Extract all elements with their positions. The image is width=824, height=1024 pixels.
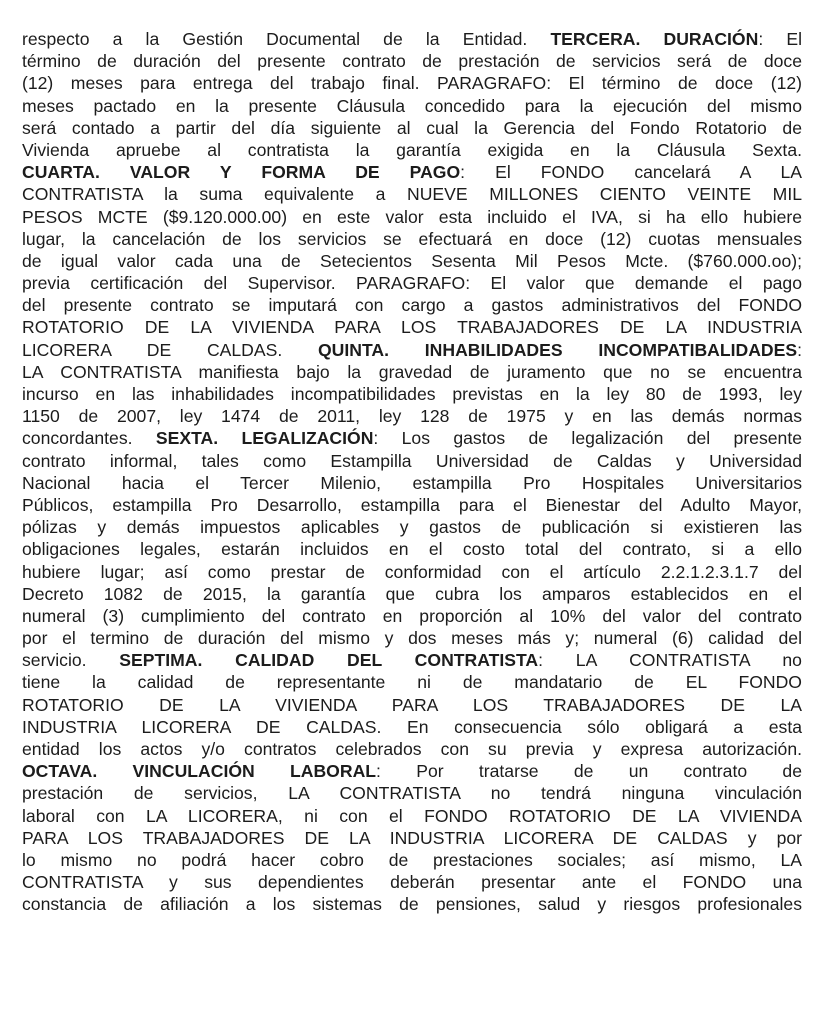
text-line [22, 316, 802, 338]
text-line [22, 805, 802, 827]
clause-heading: TERCERA. DURACIÓN [550, 29, 759, 49]
clause-text: será contado a partir del día siguiente al cual la Gerencia del Fondo Rotatorio de [22, 117, 802, 138]
clause-text: lugar, la cancelación de los servicios se efectuará en doce (12) cuotas mensuales [22, 228, 802, 249]
clause-text: servicio. [22, 650, 120, 671]
text-line [22, 694, 802, 716]
clause-text: PARA LOS TRABAJADORES DE LA INDUSTRIA LICORERA DE CALDAS y por [22, 827, 802, 848]
clause-text: PESOS MCTE ($9.120.000.00) en este valor esta incluido el IVA, si ha ello hubiere [22, 206, 802, 227]
clause-text: ROTATORIO DE LA VIVIENDA PARA LOS TRABAJADORES DE LA [22, 694, 802, 715]
text-line [22, 472, 802, 494]
clause-text: laboral con LA LICORERA, ni con el FONDO ROTATORIO DE LA VIVIENDA [22, 805, 802, 826]
clause-text: meses pactado en la presente Cláusula concedido para la ejecución del mismo [22, 95, 802, 116]
clause-text: CONTRATISTA y sus dependientes deberán presentar ante el FONDO una [22, 872, 802, 893]
clause-text: constancia de afiliación a los sistemas de pensiones, salud y riesgos profesionales [22, 894, 802, 915]
clause-text: respecto a la Gestión Documental de la Entidad. [22, 29, 551, 49]
clause-text: : [797, 339, 802, 360]
clause-text: obligaciones legales, estarán incluidos en el costo total del contrato, si a ello [22, 539, 802, 560]
text-line [22, 450, 802, 472]
clause-heading: SEPTIMA. CALIDAD DEL CONTRATISTA [119, 650, 539, 671]
clause-text: : Por tratarse de un contrato de [376, 761, 802, 782]
text-line [22, 139, 802, 161]
clause-text: por el termino de duración del mismo y dos meses más y; numeral (6) calidad del [22, 628, 802, 649]
text-line [22, 161, 802, 183]
text-line [22, 871, 802, 893]
text-line [22, 627, 802, 649]
clause-text: LA CONTRATISTA manifiesta bajo la gravedad de juramento que no se encuentra [22, 361, 802, 382]
text-line [22, 716, 802, 738]
text-line [22, 206, 802, 228]
text-line [22, 782, 802, 804]
text-line [22, 671, 802, 693]
clause-text: (12) meses para entrega del trabajo final. PARAGRAFO: El término de doce (12) [22, 73, 802, 94]
text-line [22, 339, 802, 361]
text-line [22, 649, 802, 671]
text-line [22, 561, 802, 583]
clause-text: pólizas y demás impuestos aplicables y gastos de publicación si existieren las [22, 517, 802, 538]
text-line [22, 294, 802, 316]
clause-text: Públicos, estampilla Pro Desarrollo, estampilla para el Bienestar del Adulto Mayor, [22, 494, 802, 515]
clause-text: INDUSTRIA LICORERA DE CALDAS. En consecuencia sólo obligará a esta [22, 716, 802, 737]
clause-heading: QUINTA. INHABILIDADES INCOMPATIBALIDADES [318, 339, 798, 360]
text-line [22, 117, 802, 139]
clause-text: : LA CONTRATISTA no [538, 650, 802, 671]
text-line [22, 50, 802, 72]
clause-text: tiene la calidad de representante ni de mandatario de EL FONDO [22, 672, 802, 693]
text-line [22, 228, 802, 250]
clause-text: de igual valor cada una de Setecientos Sesenta Mil Pesos Mcte. ($760.000.oo); [22, 250, 802, 271]
clause-text: CONTRATISTA la suma equivalente a NUEVE MILLONES CIENTO VEINTE MIL [22, 184, 802, 205]
clause-text: incurso en las inhabilidades incompatibilidades previstas en la ley 80 de 1993, ley [22, 384, 802, 404]
clause-text: prestación de servicios, LA CONTRATISTA no tendrá ninguna vinculación [22, 783, 802, 804]
text-line [22, 72, 802, 94]
text-line [22, 183, 802, 205]
clause-heading: OCTAVA. VINCULACIÓN LABORAL [22, 761, 377, 782]
clause-heading: SEXTA. LEGALIZACIÓN [155, 428, 374, 449]
text-line [22, 760, 802, 782]
text-line [22, 95, 802, 117]
text-line [22, 28, 802, 50]
clause-text: concordantes. [22, 428, 156, 449]
text-line [22, 405, 802, 427]
contract-page-body [22, 28, 802, 916]
clause-text: Decreto 1082 de 2015, la garantía que cubra los amparos establecidos en el [22, 583, 802, 604]
text-line [22, 893, 802, 915]
clause-text: previa certificación del Supervisor. PARAGRAFO: El valor que demande el pago [22, 273, 802, 294]
clause-text: numeral (3) cumplimiento del contrato en proporción al 10% del valor del contrato [22, 605, 802, 626]
text-line [22, 516, 802, 538]
text-line [22, 605, 802, 627]
clause-text: hubiere lugar; así como prestar de conformidad con el artículo 2.2.1.2.3.1.7 del [22, 561, 802, 582]
text-line [22, 849, 802, 871]
text-line [22, 538, 802, 560]
text-line [22, 383, 802, 405]
text-line [22, 361, 802, 383]
text-line [22, 494, 802, 516]
text-line [22, 583, 802, 605]
clause-text: término de duración del presente contrato de prestación de servicios será de doce [22, 51, 802, 72]
clause-text: Vivienda apruebe al contratista la garantía exigida en la Cláusula Sexta. [22, 139, 802, 160]
clause-text: Nacional hacia el Tercer Milenio, estampilla Pro Hospitales Universitarios [22, 472, 802, 493]
clause-text: : El [758, 29, 803, 49]
text-line [22, 827, 802, 849]
clause-text: entidad los actos y/o contratos celebrados con su previa y expresa autorización. [22, 739, 802, 759]
text-line [22, 738, 802, 760]
clause-text: : El FONDO cancelará A LA [460, 162, 802, 183]
clause-text: 1150 de 2007, ley 1474 de 2011, ley 128 de 1975 y en las demás normas [22, 406, 802, 427]
text-line [22, 427, 802, 449]
clause-text: contrato informal, tales como Estampilla Universidad de Caldas y Universidad [22, 450, 802, 471]
clause-text: : Los gastos de legalización del presente [373, 428, 802, 449]
clause-text: del presente contrato se imputará con cargo a gastos administrativos del FONDO [22, 295, 802, 316]
clause-text: LICORERA DE CALDAS. [22, 339, 318, 360]
text-line [22, 250, 802, 272]
clause-heading: CUARTA. VALOR Y FORMA DE PAGO [22, 162, 461, 183]
clause-text: lo mismo no podrá hacer cobro de prestaciones sociales; así mismo, LA [22, 849, 802, 870]
clause-text: ROTATORIO DE LA VIVIENDA PARA LOS TRABAJADORES DE LA INDUSTRIA [22, 317, 802, 338]
text-line [22, 272, 802, 294]
